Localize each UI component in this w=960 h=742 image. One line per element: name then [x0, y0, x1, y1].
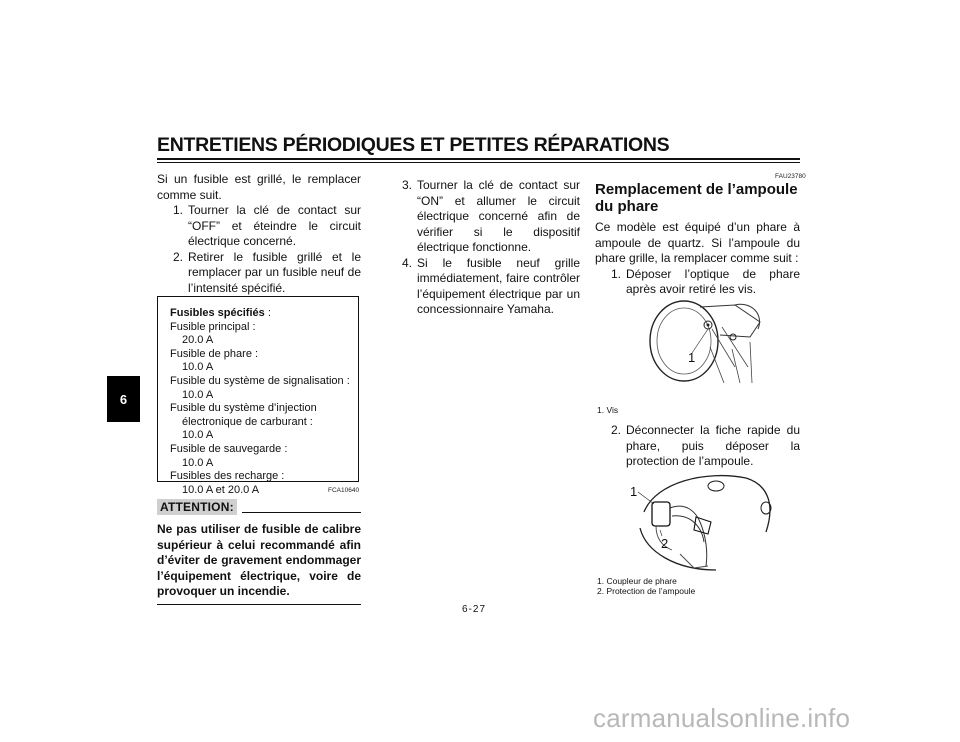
step-3: 3. Tourner la clé de contact sur “ON” et allumer le circuit électrique concerné afin de vérifier si le dispositif électrique fonctionne. [401, 178, 580, 254]
spec-main-label: Fusible principal : [170, 320, 256, 333]
headlight-intro: Ce modèle est équipé d’un phare à ampoule de quartz. Si l’ampoule du phare grille, la remplacer comme suit : [595, 220, 800, 265]
spec-headlight-value: 10.0 A [182, 361, 214, 374]
column-1 [157, 172, 361, 296]
spec-backup-value: 10.0 A [182, 456, 214, 469]
spec-signal-value: 10.0 A [182, 388, 214, 401]
fuse-intro: Si un fusible est grillé, le remplacer comme suit. [157, 172, 361, 202]
section-title: Remplacement de l’ampoule du phare [595, 181, 798, 215]
fig2-callout-1: 1 [630, 484, 638, 499]
spec-injection-value: 10.0 A [182, 429, 214, 442]
spec-injection-label-2: électronique de carburant : [182, 415, 313, 428]
page-number: 6-27 [462, 604, 487, 615]
headlight-step-1: 1. Déposer l’optique de phare après avoir retiré les vis. [610, 266, 800, 296]
specbox-heading: Fusibles spécifiés : [170, 307, 271, 319]
caution-code: FCA10640 [328, 487, 360, 494]
spec-spare-label: Fusibles des recharge : [170, 470, 285, 483]
headlight-coupler-illustration [636, 472, 778, 572]
caution-block [157, 498, 361, 605]
spec-signal-label: Fusible du système de signalisation : [170, 374, 350, 387]
caution-rule [242, 512, 361, 513]
caution-text: Ne pas utiliser de fusible de calibre supérieur à celui recommandé afin d’éviter de gravement endommager l’équipement électrique, voire de provoquer un incendie. [157, 522, 361, 598]
spec-headlight-label: Fusible de phare : [170, 347, 259, 360]
headlight-step-2: 2. Déconnecter la fiche rapide du phare, puis déposer la protection de l’ampoule. [610, 423, 800, 468]
fig1-callout-1: 1 [688, 350, 696, 365]
column-3 [595, 171, 800, 298]
column-2 [386, 178, 580, 318]
watermark: carmanualsonline.info [593, 703, 851, 733]
fig2-callout-2: 2 [661, 536, 669, 551]
spec-spare-value: 10.0 A et 20.0 A [182, 483, 260, 496]
headlight-step-2-wrap [595, 423, 800, 470]
section-code: FAU23780 [775, 173, 806, 180]
page-title: ENTRETIENS PÉRIODIQUES ET PETITES RÉPARATIONS [157, 134, 800, 160]
spec-backup-label: Fusible de sauvegarde : [170, 442, 288, 455]
step-4: 4. Si le fusible neuf grille immédiatement, faire contrôler l’équipement électrique par un concessionnaire Yamaha. [401, 255, 580, 316]
chapter-tab: 6 [107, 376, 140, 422]
caution-label: ATTENTION: [157, 499, 237, 515]
step-1: 1. Tourner la clé de contact sur “OFF” et éteindre le circuit électrique concerné. [172, 203, 361, 248]
fig2-caption-2: 2. Protection de l’ampoule [597, 586, 696, 596]
fig1-caption: 1. Vis [597, 405, 619, 415]
step-2: 2. Retirer le fusible grillé et le remplacer par un fusible neuf de l’intensité spécifié. [172, 249, 361, 295]
fig2-caption-1: 1. Coupleur de phare [597, 576, 677, 586]
caution-bottom-rule [157, 604, 361, 605]
headlight-screws-illustration [640, 297, 770, 383]
spec-injection-label: Fusible du système d’injection [170, 402, 317, 415]
spec-main-value: 20.0 A [182, 334, 214, 347]
